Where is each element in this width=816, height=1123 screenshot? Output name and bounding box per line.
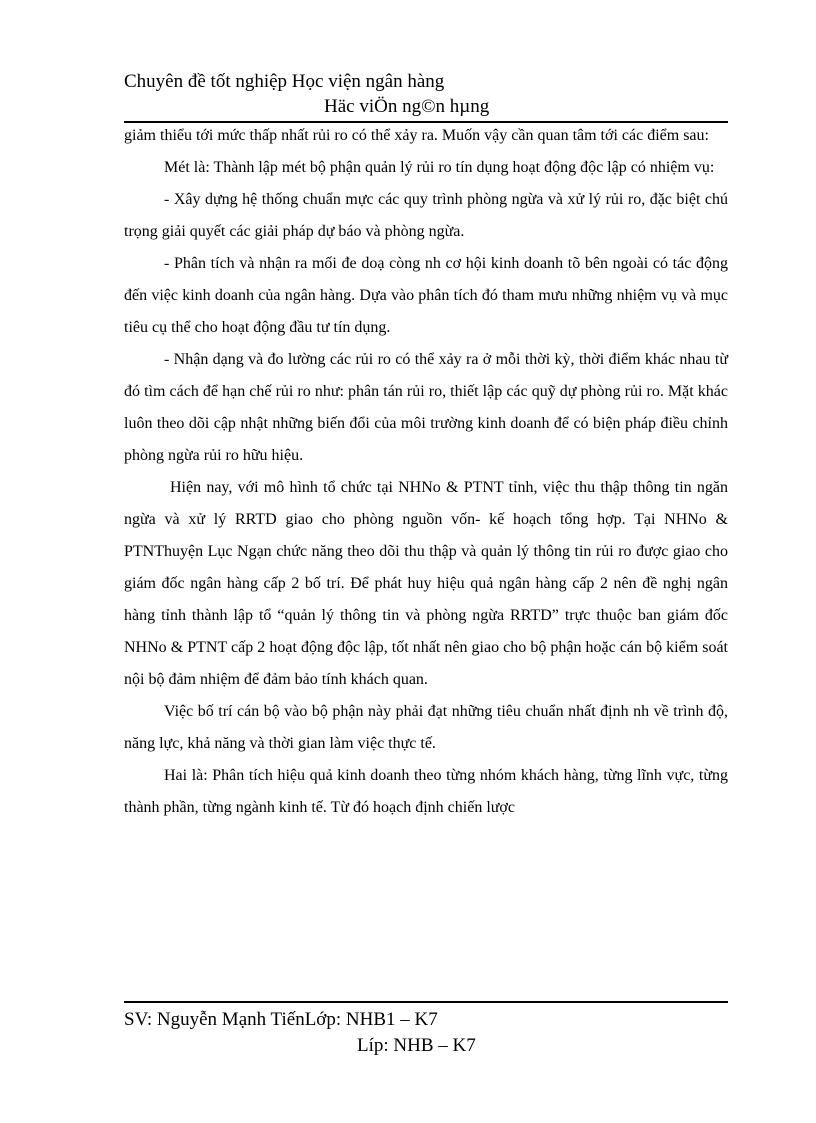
paragraph-6: Hiện nay, với mô hình tổ chức tại NHNo & PTNT tỉnh, việc thu thập thông tin ngăn ngừa và xử lý RRTD giao cho phòng nguồn vốn- kế hoạch tổng hợp. Tại NHNo & PTNThuyện Lục Ngạn chức năng theo dõi thu thập và quản lý thông tin rủi ro được giao cho giám đốc ngân hàng cấp 2 bố trí. Để phát huy hiệu quả ngân hàng cấp 2 nên đề nghị ngân hàng tỉnh thành lập tổ “quản lý thông tin và phòng ngừa RRTD” trực thuộc ban giám đốc NHNo & PTNT cấp 2 hoạt động độc lập, tốt nhất nên giao cho bộ phận hoặc cán bộ kiểm soát nội bộ đảm nhiệm để đảm bảo tính khách quan. [124,479,728,688]
paragraph-2: Mét là: Thành lập mét bộ phận quản lý rủi ro tín dụng hoạt động độc lập có nhiệm vụ: [164,159,715,176]
paragraph-1: giảm thiểu tới mức thấp nhất rủi ro có thể xảy ra. Muốn vậy cần quan tâm tới các điểm sau: [124,127,709,144]
paragraph-7: Việc bố trí cán bộ vào bộ phận này phải đạt những tiêu chuẩn nhất định nh về trình độ, năng lực, khả năng và thời gian làm việc thực tế. [124,703,728,752]
footer-divider [124,1001,728,1003]
document-body [124,120,728,824]
paragraph-8: Hai là: Phân tích hiệu quả kinh doanh theo từng nhóm khách hàng, từng lĩnh vực, từng thành phần, từng ngành kinh tế. Từ đó hoạch định chiến lược [124,767,728,816]
paragraph-5: - Nhận dạng và đo lường các rủi ro có thể xảy ra ở mỗi thời kỳ, thời điểm khác nhau từ đó tìm cách để hạn chế rủi ro như: phân tán rủi ro, thiết lập các quỹ dự phòng rủi ro. Mặt khác luôn theo dõi cập nhật những biến đổi của môi trường kinh doanh để có biện pháp điều chỉnh phòng ngừa rủi ro hữu hiệu. [124,351,728,464]
footer-student: SV: Nguyễn Mạnh TiếnLớp: NHB1 – K7 [124,1009,438,1030]
header-subtitle: Häc viÖn ng©n hµng [324,96,490,117]
paragraph-3: - Xây dựng hệ thống chuẩn mực các quy trình phòng ngừa và xử lý rủi ro, đặc biệt chú trọng giải quyết các giải pháp dự báo và phòng ngừa. [124,191,728,240]
footer-class: Líp: NHB – K7 [357,1035,476,1056]
header-title: Chuyên đề tốt nghiệp Học viện ngân hàng [124,71,445,92]
paragraph-4: - Phân tích và nhận ra mối đe doạ còng nh cơ hội kinh doanh tõ bên ngoài có tác động đến việc kinh doanh của ngân hàng. Dựa vào phân tích đó tham mưu những nhiệm vụ và mục tiêu cụ thể cho hoạt động đầu tư tín dụng. [124,255,728,336]
